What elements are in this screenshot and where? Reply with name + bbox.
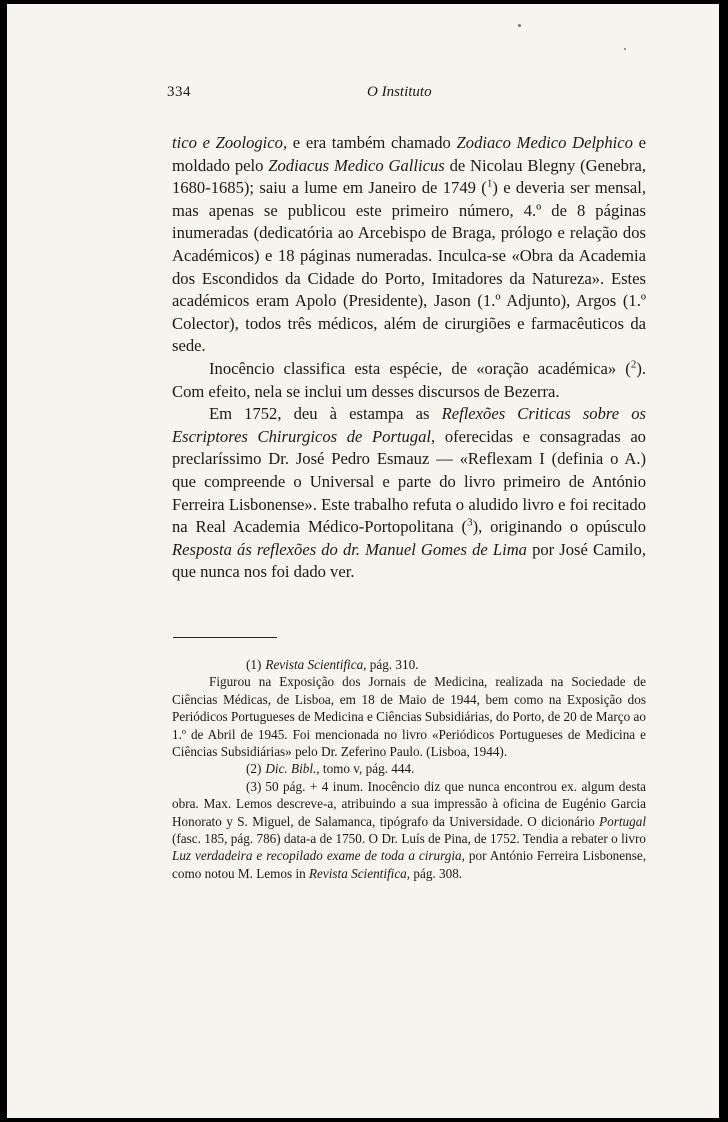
italic-text: Reflexões Criticas sobre os Escriptores Chirurgicos de Portugal, <box>172 404 646 446</box>
text-run: oferecidas e consagradas ao preclaríssimo Dr. José Pedro Esmauz — «Reflexam I (definia o A.) que compreende o Universal e parte do livro primeiro de António Ferreira Lisbonense». Este trabalho refuta o aludido livro e foi recitado na Real Academia Médico-Portopolitana ( <box>172 426 646 537</box>
italic-text: Resposta ás reflexões do dr. Manuel Gomes de Lima <box>172 539 527 559</box>
text-run: Em 1752, deu à estampa as <box>209 404 442 424</box>
text-run: de Nicolau Blegny (Genebra, 1680-1685); saiu a lume em Janeiro de 1749 ( <box>172 155 647 198</box>
text-run: ). Com efeito, nela se inclui um desses discursos de Bezerra. <box>172 358 646 401</box>
footnotes <box>172 656 646 882</box>
text-run: ) e deveria ser mensal, mas apenas se publicou este primeiro número, 4.º de 8 páginas inumeradas (dedicatória ao Arcebispo de Braga, prólogo e relação dos Académicos) e 18 páginas numeradas. Inculca-se «Obra da Academia dos Escondidos da Cidade do Porto, Imitadores da Natureza». Estes académicos eram Apolo (Presidente), Jason (1.º Adjunto), Argos (1.º Colector), todos três médicos, além de cirurgiões e farmacêuticos da sede. <box>172 178 646 356</box>
italic-text: Zodiacus Medico Gallicus <box>268 155 445 175</box>
text-run: por José Camilo, que nunca nos foi dado ver. <box>172 539 646 582</box>
footnote-1-continued <box>172 673 646 760</box>
paragraph <box>172 403 646 584</box>
paragraph <box>172 132 646 358</box>
text-run: e moldado pelo <box>172 133 646 175</box>
footnote-3 <box>172 778 646 882</box>
footnote-text <box>265 761 414 776</box>
page-header <box>167 84 647 106</box>
italic-text: Portugal <box>599 813 646 829</box>
scan-speck <box>518 24 521 27</box>
running-title: O Instituto <box>367 84 432 100</box>
footnote-marker: (3) <box>246 778 262 794</box>
page-number: 334 <box>167 84 191 100</box>
text-run: 50 pág. + 4 inum. Inocêncio diz que nunca encontrou ex. algum desta obra. Max. Lemos descreve-a, atribuindo a sua impressão à oficina de Eugénio Garcia Honorato y S. Miguel, de Salamanca, tipógrafo da Universidade. O dicionário <box>172 778 646 829</box>
italic-text: Luz verdadeira e recopilado exame de toda a cirurgia, <box>172 848 465 864</box>
footnote-ref: 2 <box>630 358 637 371</box>
main-text <box>172 132 646 584</box>
scan-speck <box>624 48 626 50</box>
footnote-1 <box>172 656 646 673</box>
text-run: e era também chamado <box>287 133 457 152</box>
text-run: Figurou na Exposição dos Jornais de Medicina, realizada na Sociedade de Ciências Médicas, de Lisboa, em 18 de Maio de 1944, bem como na Exposição dos Periódicos Portugueses de Medicina e Ciências Subsidiárias, do Porto, de 20 de Março ao 1.º de Abril de 1945. Foi mencionada no livro «Periódicos Portugueses de Medicina e Ciências Subsidiárias» pelo Dr. Zeferino Paulo. (Lisboa, 1944). <box>172 674 646 760</box>
italic-text: Zodiaco Medico Delphico <box>456 133 633 152</box>
footnote-marker: (1) <box>246 657 262 672</box>
italic-text: tico e Zoologico, <box>172 133 288 152</box>
text-run: (fasc. 185, pág. 786) data-a de 1750. O Dr. Luís de Pina, de 1752. Tendia a rebater o livro <box>172 831 646 847</box>
text-run: Inocêncio classifica esta espécie, de «oração académica» ( <box>209 358 631 378</box>
text-run: por António Ferreira Lisbonense, como notou M. Lemos in <box>172 848 646 881</box>
italic-text: Dic. Bibl., <box>265 761 320 777</box>
footnote-marker: (2) <box>246 761 262 777</box>
text-run: pág. 310. <box>366 657 419 672</box>
text-run: tomo v, pág. 444. <box>319 761 415 777</box>
italic-text: Revista Scientifica, <box>265 657 367 672</box>
paragraph <box>172 358 646 403</box>
text-run: pág. 308. <box>410 865 463 881</box>
footnote-2 <box>172 760 646 777</box>
footnote-ref: 3 <box>467 516 473 529</box>
footnote-ref: 1 <box>486 177 493 190</box>
footnote-text <box>265 657 418 672</box>
text-run: ), originando o opúsculo <box>472 517 646 537</box>
italic-text: Revista Scientifica, <box>309 865 411 881</box>
footnote-divider <box>173 637 277 638</box>
